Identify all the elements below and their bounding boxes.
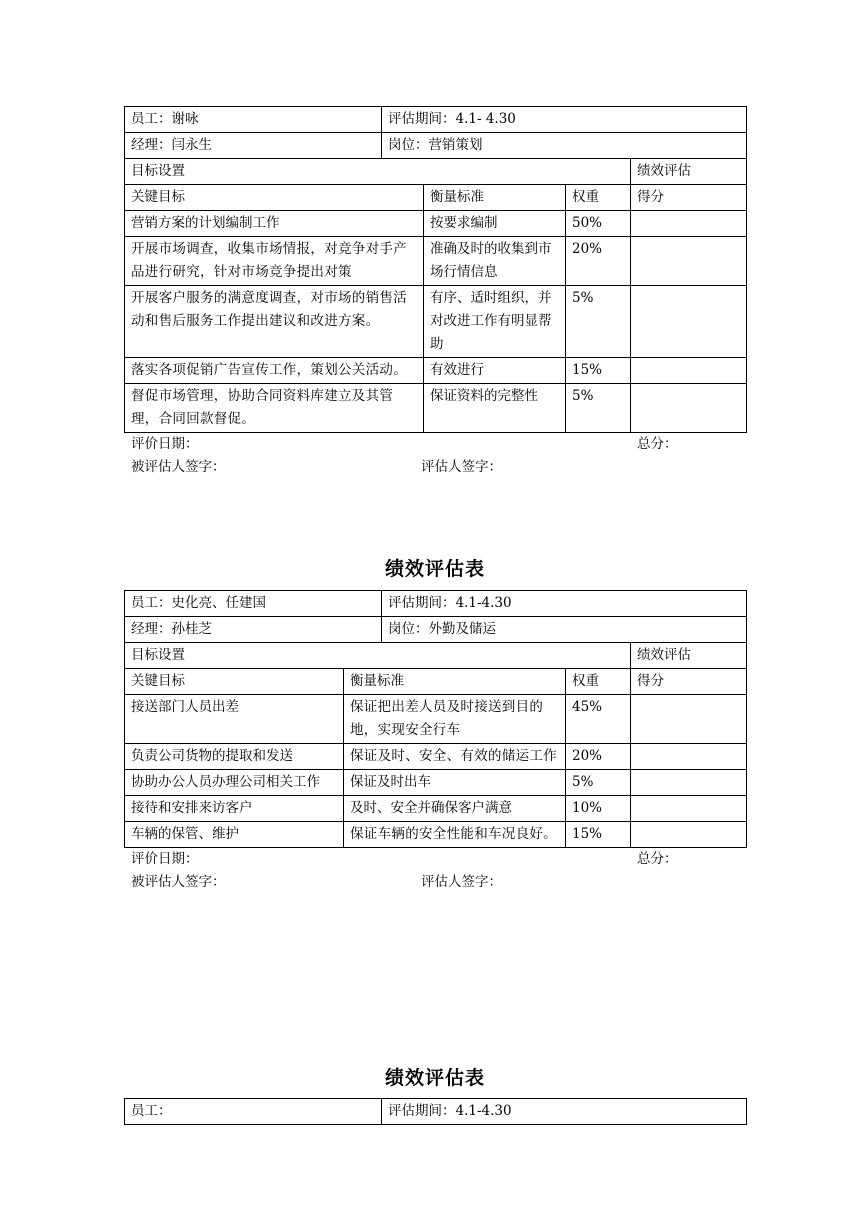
standard-cell: 保证及时出车 <box>344 770 566 796</box>
form2-goals-table <box>124 642 747 848</box>
score-cell[interactable] <box>631 744 747 770</box>
form2-footer-sign <box>124 871 746 894</box>
total-label: 总分： <box>637 436 678 452</box>
evaluator-sign-label: 评估人签字： <box>421 874 502 890</box>
weight-cell: 5% <box>566 286 631 358</box>
standard-cell: 有序、适时组织，并对改进工作有明显帮助 <box>424 286 566 358</box>
score-cell[interactable] <box>631 211 747 237</box>
weight-cell: 20% <box>566 237 631 286</box>
eval-date-label: 评价日期： <box>131 851 199 867</box>
employee-field: 员工：谢咏 <box>125 107 382 133</box>
goal-cell: 车辆的保管、维护 <box>125 822 344 848</box>
goal-setting-label: 目标设置 <box>125 643 631 669</box>
weight-cell: 20% <box>566 744 631 770</box>
table-row <box>125 384 747 433</box>
weight-cell: 15% <box>566 358 631 384</box>
eval-date-label: 评价日期： <box>131 436 199 452</box>
score-header: 得分 <box>631 185 747 211</box>
standard-cell: 及时、安全并确保客户满意 <box>344 796 566 822</box>
total-label: 总分： <box>637 851 678 867</box>
weight-cell: 15% <box>566 822 631 848</box>
standard-cell: 有效进行 <box>424 358 566 384</box>
key-goal-header: 关键目标 <box>125 669 344 695</box>
table-row <box>125 286 747 358</box>
weight-header: 权重 <box>566 669 631 695</box>
form3-header-table <box>124 1098 747 1125</box>
key-goal-header: 关键目标 <box>125 185 424 211</box>
perf-eval-label: 绩效评估 <box>631 643 747 669</box>
weight-cell: 5% <box>566 384 631 433</box>
score-cell[interactable] <box>631 237 747 286</box>
standard-cell: 按要求编制 <box>424 211 566 237</box>
goal-cell: 接送部门人员出差 <box>125 695 344 744</box>
employee-field: 员工：史化亮、任建国 <box>125 591 382 617</box>
table-row <box>125 237 747 286</box>
position-field: 岗位：营销策划 <box>382 133 747 159</box>
standard-cell: 保证及时、安全、有效的储运工作 <box>344 744 566 770</box>
score-cell[interactable] <box>631 695 747 744</box>
score-cell[interactable] <box>631 384 747 433</box>
goal-cell: 督促市场管理，协助合同资料库建立及其管理，合同回款督促。 <box>125 384 424 433</box>
standard-cell: 保证车辆的安全性能和车况良好。 <box>344 822 566 848</box>
period-field: 评估期间：4.1- 4.30 <box>382 107 747 133</box>
form2-title: 绩效评估表 <box>384 558 485 580</box>
evaluee-sign-label: 被评估人签字： <box>131 459 226 475</box>
score-cell[interactable] <box>631 822 747 848</box>
goal-setting-label: 目标设置 <box>125 159 631 185</box>
weight-cell: 5% <box>566 770 631 796</box>
evaluation-form-3 <box>124 1098 746 1125</box>
standard-cell: 保证资料的完整性 <box>424 384 566 433</box>
score-header: 得分 <box>631 669 747 695</box>
weight-cell: 50% <box>566 211 631 237</box>
table-row <box>125 770 747 796</box>
table-row <box>125 358 747 384</box>
form3-title: 绩效评估表 <box>384 1067 485 1089</box>
standard-cell: 准确及时的收集到市场行情信息 <box>424 237 566 286</box>
score-cell[interactable] <box>631 358 747 384</box>
manager-field: 经理：孙桂芝 <box>125 617 382 643</box>
position-field: 岗位：外勤及储运 <box>382 617 747 643</box>
form1-goals-table <box>124 158 747 433</box>
goal-cell: 接待和安排来访客户 <box>125 796 344 822</box>
goal-cell: 负责公司货物的提取和发送 <box>125 744 344 770</box>
perf-eval-label: 绩效评估 <box>631 159 747 185</box>
score-cell[interactable] <box>631 286 747 358</box>
manager-field: 经理：闫永生 <box>125 133 382 159</box>
goal-cell: 协助办公人员办理公司相关工作 <box>125 770 344 796</box>
form2-footer-date <box>124 848 746 871</box>
form2-header-table <box>124 590 747 643</box>
score-cell[interactable] <box>631 796 747 822</box>
table-row <box>125 822 747 848</box>
evaluee-sign-label: 被评估人签字： <box>131 874 226 890</box>
employee-field: 员工： <box>125 1099 382 1125</box>
form1-footer-sign <box>124 456 746 479</box>
evaluator-sign-label: 评估人签字： <box>421 459 502 475</box>
weight-cell: 45% <box>566 695 631 744</box>
table-row <box>125 695 747 744</box>
period-field: 评估期间：4.1-4.30 <box>382 591 747 617</box>
table-row <box>125 211 747 237</box>
goal-cell: 开展客户服务的满意度调查，对市场的销售活动和售后服务工作提出建议和改进方案。 <box>125 286 424 358</box>
score-cell[interactable] <box>631 770 747 796</box>
weight-header: 权重 <box>566 185 631 211</box>
goal-cell: 营销方案的计划编制工作 <box>125 211 424 237</box>
table-row <box>125 744 747 770</box>
evaluation-form-2 <box>124 590 746 894</box>
goal-cell: 开展市场调查，收集市场情报，对竞争对手产品进行研究，针对市场竞争提出对策 <box>125 237 424 286</box>
standard-cell: 保证把出差人员及时接送到目的地，实现安全行车 <box>344 695 566 744</box>
goal-cell: 落实各项促销广告宣传工作，策划公关活动。 <box>125 358 424 384</box>
standard-header: 衡量标准 <box>344 669 566 695</box>
period-field: 评估期间：4.1-4.30 <box>382 1099 747 1125</box>
form1-header-table <box>124 106 747 159</box>
weight-cell: 10% <box>566 796 631 822</box>
table-row <box>125 796 747 822</box>
form1-footer-date <box>124 433 746 456</box>
standard-header: 衡量标准 <box>424 185 566 211</box>
evaluation-form-1 <box>124 106 746 479</box>
